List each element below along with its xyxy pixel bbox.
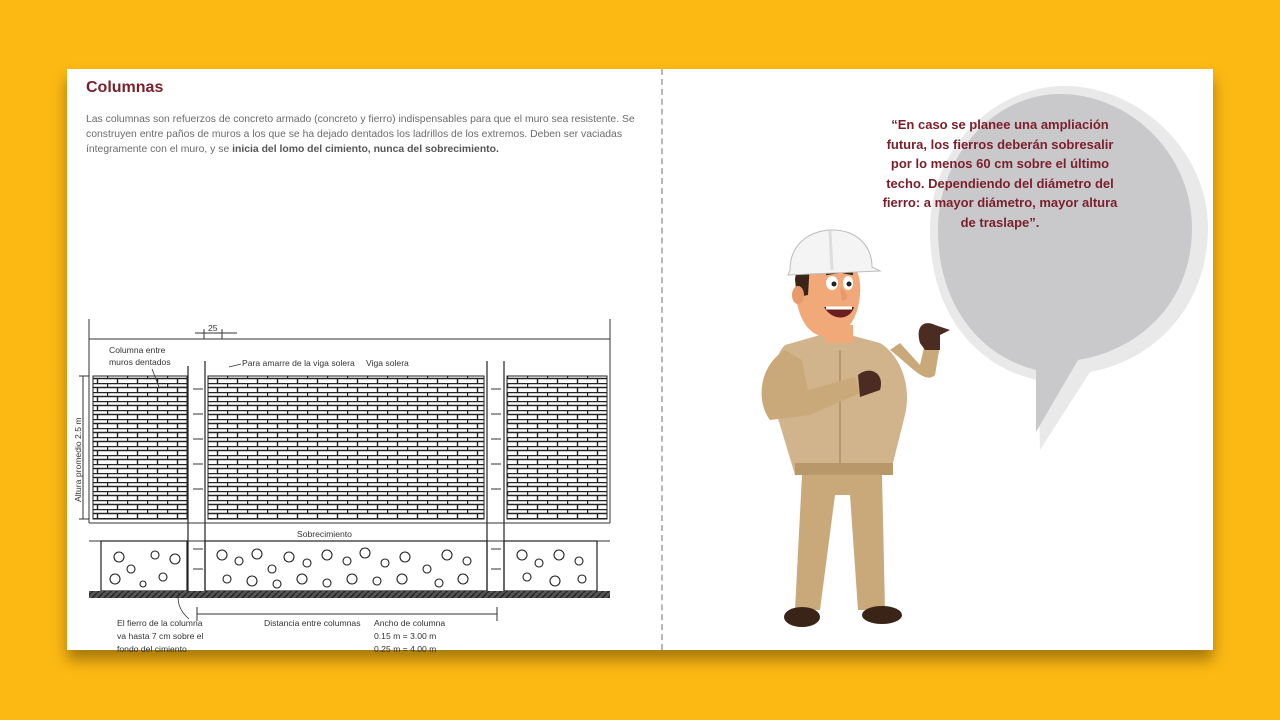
worker-legs <box>795 475 885 610</box>
viga-solera-label: Viga solera <box>366 358 409 368</box>
construction-worker-illustration <box>740 225 960 645</box>
brick-panel-right <box>507 376 607 519</box>
column-label-line2: muros dentados <box>109 357 171 367</box>
fierro-label-line1: El fierro de la columna <box>117 618 203 628</box>
fierro-label-line2: va hasta 7 cm sobre el <box>117 631 204 641</box>
left-shoe-icon <box>784 607 820 627</box>
intro-paragraph-text: Las columnas son refuerzos de concreto armado (concreto y fierro) indispensables para que el muro sea resistente. Se construyen entre paños de muros a los que se ha dejado dentados los ladrillos de los extremos. Deben ser vaciadas íntegramente con el muro, y se <box>86 114 635 155</box>
right-shoe-icon <box>862 606 902 624</box>
column-wall-diagram <box>67 239 661 654</box>
column-right <box>487 361 504 591</box>
foundation-stones <box>110 548 586 588</box>
ground-hatch <box>89 591 610 598</box>
intro-paragraph <box>86 112 646 157</box>
column-left <box>188 361 205 591</box>
dim-25-label: 25 <box>208 323 218 333</box>
column-label-line1: Columna entre <box>109 345 166 355</box>
brick-panel-left <box>93 376 187 519</box>
ancho-title: Ancho de columna <box>374 618 446 628</box>
bubble-quote: “En caso se planee una ampliación futura, los fierros deberán sobresalir por lo menos 60 cm sobre el último techo. Dependiendo del diámetro del fierro: a mayor diámetro, mayor altura de traslape”. <box>882 117 1118 230</box>
ancho-line1: 0.15 m = 3.00 m <box>374 631 437 641</box>
fierro-label-line3: fondo del cimiento <box>117 644 187 654</box>
dimension-25 <box>195 323 237 339</box>
distancia-label: Distancia entre columnas <box>264 618 361 628</box>
left-page <box>67 69 661 654</box>
height-label: Altura promedio 2.5 m <box>73 417 83 502</box>
intro-paragraph-bold: inicia del lomo del cimiento, nunca del sobrecimiento. <box>232 144 499 155</box>
right-glove-icon <box>919 323 950 350</box>
hard-hat-icon <box>788 230 880 275</box>
brick-panel-center <box>208 376 484 519</box>
sobrecimiento-label: Sobrecimiento <box>297 529 352 539</box>
page-title: Columnas <box>86 79 164 96</box>
amarre-label: Para amarre de la viga solera <box>242 358 355 368</box>
ancho-line2: 0.25 m = 4.00 m <box>374 644 437 654</box>
